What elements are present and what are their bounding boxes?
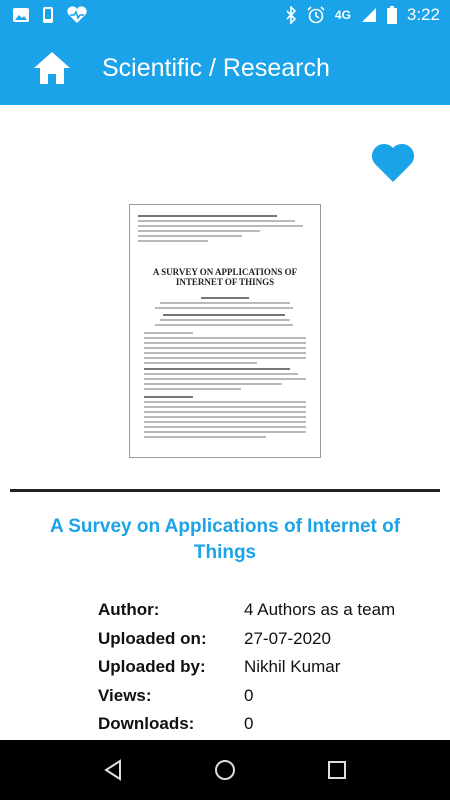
back-button[interactable] xyxy=(102,759,124,781)
heart-icon xyxy=(370,140,416,184)
alarm-icon xyxy=(307,6,325,24)
status-right-icons xyxy=(285,5,440,25)
document-title: A Survey on Applications of Internet of Things xyxy=(49,516,401,563)
detail-label: Uploaded by: xyxy=(98,657,206,677)
detail-row-author xyxy=(98,596,428,625)
favorite-button[interactable] xyxy=(370,140,416,184)
detail-row-uploaded-by xyxy=(98,653,428,682)
thumbnail-body-text xyxy=(144,297,306,441)
detail-row-uploaded-on xyxy=(98,625,428,654)
divider xyxy=(10,489,440,492)
status-left-icons xyxy=(12,6,88,24)
detail-label: Downloads: xyxy=(98,714,195,734)
app-bar xyxy=(0,32,450,105)
phone-icon xyxy=(42,6,54,24)
detail-value: Nikhil Kumar xyxy=(244,657,341,677)
detail-row-views xyxy=(98,682,428,711)
page-title: Scientific / Research xyxy=(102,54,330,82)
document-details xyxy=(98,596,428,739)
detail-label: Views: xyxy=(98,685,152,705)
signal-icon xyxy=(361,7,377,23)
home-icon xyxy=(32,50,72,86)
image-icon xyxy=(12,7,30,23)
recent-apps-button[interactable] xyxy=(327,760,347,780)
back-icon xyxy=(102,759,124,781)
document-thumbnail[interactable] xyxy=(129,204,321,458)
detail-label: Uploaded on: xyxy=(98,628,207,648)
clock: 3:22 xyxy=(406,5,440,24)
detail-label: Author: xyxy=(98,600,160,620)
detail-value: 0 xyxy=(244,685,254,705)
detail-value: 0 xyxy=(244,714,254,734)
home-nav-button[interactable] xyxy=(214,759,236,781)
system-nav-bar xyxy=(0,740,450,800)
home-circle-icon xyxy=(214,759,236,781)
battery-icon xyxy=(387,6,397,24)
detail-row-downloads xyxy=(98,710,428,739)
network-type: 4G xyxy=(334,8,351,22)
status-bar xyxy=(0,0,450,32)
home-button[interactable] xyxy=(32,50,72,86)
thumbnail-paper-title: A SURVEY ON APPLICATIONS OF INTERNET OF THINGS xyxy=(152,267,298,287)
thumbnail-header-text xyxy=(138,215,312,245)
bluetooth-icon xyxy=(285,6,297,24)
detail-value: 4 Authors as a team xyxy=(244,600,396,620)
heart-pulse-icon xyxy=(66,6,88,24)
recent-apps-icon xyxy=(327,760,347,780)
detail-value: 27-07-2020 xyxy=(244,628,331,648)
